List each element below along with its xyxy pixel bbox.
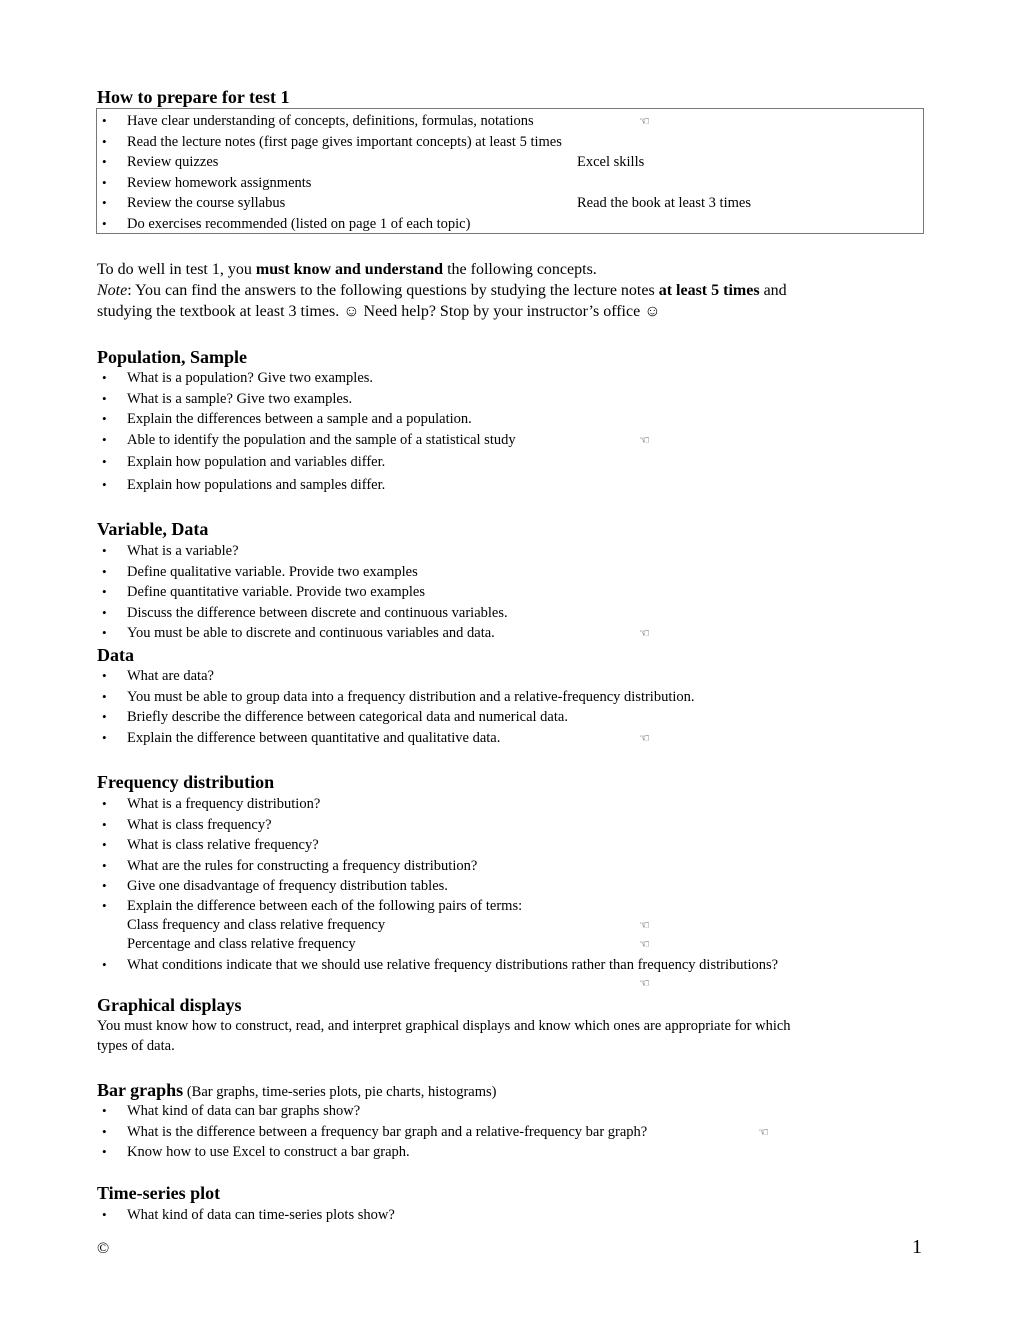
list-item: Define quantitative variable. Provide two examples	[127, 584, 425, 600]
prep-item: Review homework assignments	[127, 175, 312, 191]
bullet: •	[102, 730, 107, 745]
bullet: •	[102, 1124, 107, 1139]
prep-item: Review the course syllabus	[127, 195, 286, 211]
bullet: •	[102, 134, 107, 149]
bullet: •	[102, 689, 107, 704]
intro-text: To do well in test 1, you	[97, 261, 256, 278]
list-item: What kind of data can time-series plots show?	[127, 1207, 395, 1223]
bar-heading-subtitle: (Bar graphs, time-series plots, pie charts, histograms)	[183, 1084, 497, 1100]
bullet: •	[102, 411, 107, 426]
term-pair: Percentage and class relative frequency	[127, 936, 356, 952]
bullet: •	[102, 878, 107, 893]
section-heading-timeseries: Time-series plot	[97, 1183, 221, 1203]
intro-text: the following concepts.	[443, 261, 597, 278]
list-item: Discuss the difference between discrete and continuous variables.	[127, 605, 508, 621]
list-item: What is class frequency?	[127, 817, 272, 833]
bullet: •	[102, 1144, 107, 1159]
graphical-text: You must know how to construct, read, and interpret graphical displays and know which ones are appropriate for which	[97, 1018, 791, 1034]
bullet: •	[102, 837, 107, 852]
intro-emphasis: must know and understand	[255, 261, 444, 278]
bullet: •	[102, 668, 107, 683]
page-number: 1	[912, 1236, 922, 1258]
bullet: •	[102, 113, 107, 128]
prep-item: Review quizzes	[127, 154, 219, 170]
list-item: What is class relative frequency?	[127, 837, 319, 853]
bullet: •	[102, 1103, 107, 1118]
intro-line-3: studying the textbook at least 3 times. ☺ Need help? Stop by your instructor’s office ☺	[97, 303, 661, 320]
section-heading-graphical: Graphical displays	[97, 995, 242, 1015]
pointing-hand-icon: ☜	[639, 918, 650, 932]
list-item: Explain the differences between a sample and a population.	[127, 411, 472, 427]
pointing-hand-icon: ☜	[639, 976, 650, 990]
list-item: What kind of data can bar graphs show?	[127, 1103, 361, 1119]
bullet: •	[102, 584, 107, 599]
bullet: •	[102, 605, 107, 620]
bullet: •	[102, 175, 107, 190]
list-item: You must be able to group data into a frequency distribution and a relative-frequency distribution.	[127, 689, 695, 705]
list-item: Know how to use Excel to construct a bar graph.	[127, 1144, 410, 1160]
list-item: What is a frequency distribution?	[127, 796, 321, 812]
list-item: Explain the difference between each of the following pairs of terms:	[127, 898, 523, 914]
intro-line-1	[97, 259, 597, 280]
bullet: •	[102, 543, 107, 558]
prep-side-note: Read the book at least 3 times	[577, 195, 751, 211]
list-item: Give one disadvantage of frequency distribution tables.	[127, 878, 448, 894]
bullet: •	[102, 216, 107, 231]
section-heading-data: Data	[97, 645, 134, 665]
prep-item: Do exercises recommended (listed on page 1 of each topic)	[127, 216, 471, 232]
bullet: •	[102, 796, 107, 811]
prep-item: Read the lecture notes (first page gives important concepts) at least 5 times	[127, 134, 562, 150]
list-item: What are the rules for constructing a frequency distribution?	[127, 858, 478, 874]
list-item: Explain the difference between quantitative and qualitative data.	[127, 730, 501, 746]
bullet: •	[102, 957, 107, 972]
list-item: Define qualitative variable. Provide two examples	[127, 564, 418, 580]
list-item: Explain how population and variables differ.	[127, 454, 386, 470]
bullet: •	[102, 564, 107, 579]
list-item: What conditions indicate that we should use relative frequency distributions rather than frequency distributions?	[127, 957, 779, 973]
bullet: •	[102, 858, 107, 873]
bullet: •	[102, 1207, 107, 1222]
list-item: You must be able to discrete and continuous variables and data.	[127, 625, 495, 641]
pointing-hand-icon: ☜	[758, 1125, 769, 1139]
prep-item: Have clear understanding of concepts, definitions, formulas, notations	[127, 113, 534, 129]
list-item: What are data?	[127, 668, 214, 684]
list-item: What is the difference between a frequency bar graph and a relative-frequency bar graph?	[127, 1124, 648, 1140]
list-item: What is a sample? Give two examples.	[127, 391, 353, 407]
graphical-text: types of data.	[97, 1038, 175, 1054]
pointing-hand-icon: ☜	[639, 433, 650, 447]
bullet: •	[102, 898, 107, 913]
bullet: •	[102, 195, 107, 210]
list-item: Briefly describe the difference between categorical data and numerical data.	[127, 709, 568, 725]
note-text: and	[759, 282, 787, 299]
note-emphasis: at least 5 times	[658, 282, 760, 299]
bullet: •	[102, 391, 107, 406]
section-heading-frequency: Frequency distribution	[97, 772, 275, 792]
list-item: What is a population? Give two examples.	[127, 370, 374, 386]
section-heading-population: Population, Sample	[97, 347, 248, 367]
section-heading-variable: Variable, Data	[97, 519, 209, 539]
bullet: •	[102, 625, 107, 640]
bar-heading-text: Bar graphs	[97, 1080, 184, 1100]
bullet: •	[102, 709, 107, 724]
prep-side-note: Excel skills	[577, 154, 645, 170]
note-text: : You can find the answers to the following questions by studying the lecture notes	[127, 282, 659, 299]
bullet: •	[102, 477, 107, 492]
copyright-symbol: ©	[97, 1240, 110, 1257]
bullet: •	[102, 817, 107, 832]
list-item: Explain how populations and samples differ.	[127, 477, 386, 493]
bullet: •	[102, 454, 107, 469]
bullet: •	[102, 154, 107, 169]
list-item: What is a variable?	[127, 543, 239, 559]
page-title: How to prepare for test 1	[97, 87, 290, 107]
list-item: Able to identify the population and the sample of a statistical study	[127, 432, 516, 448]
term-pair: Class frequency and class relative frequency	[127, 917, 386, 933]
section-heading-bar	[97, 1080, 496, 1102]
pointing-hand-icon: ☜	[639, 114, 650, 128]
note-label: Note	[97, 282, 128, 299]
pointing-hand-icon: ☜	[639, 731, 650, 745]
intro-note	[97, 280, 787, 301]
bullet: •	[102, 432, 107, 447]
pointing-hand-icon: ☜	[639, 626, 650, 640]
bullet: •	[102, 370, 107, 385]
pointing-hand-icon: ☜	[639, 937, 650, 951]
